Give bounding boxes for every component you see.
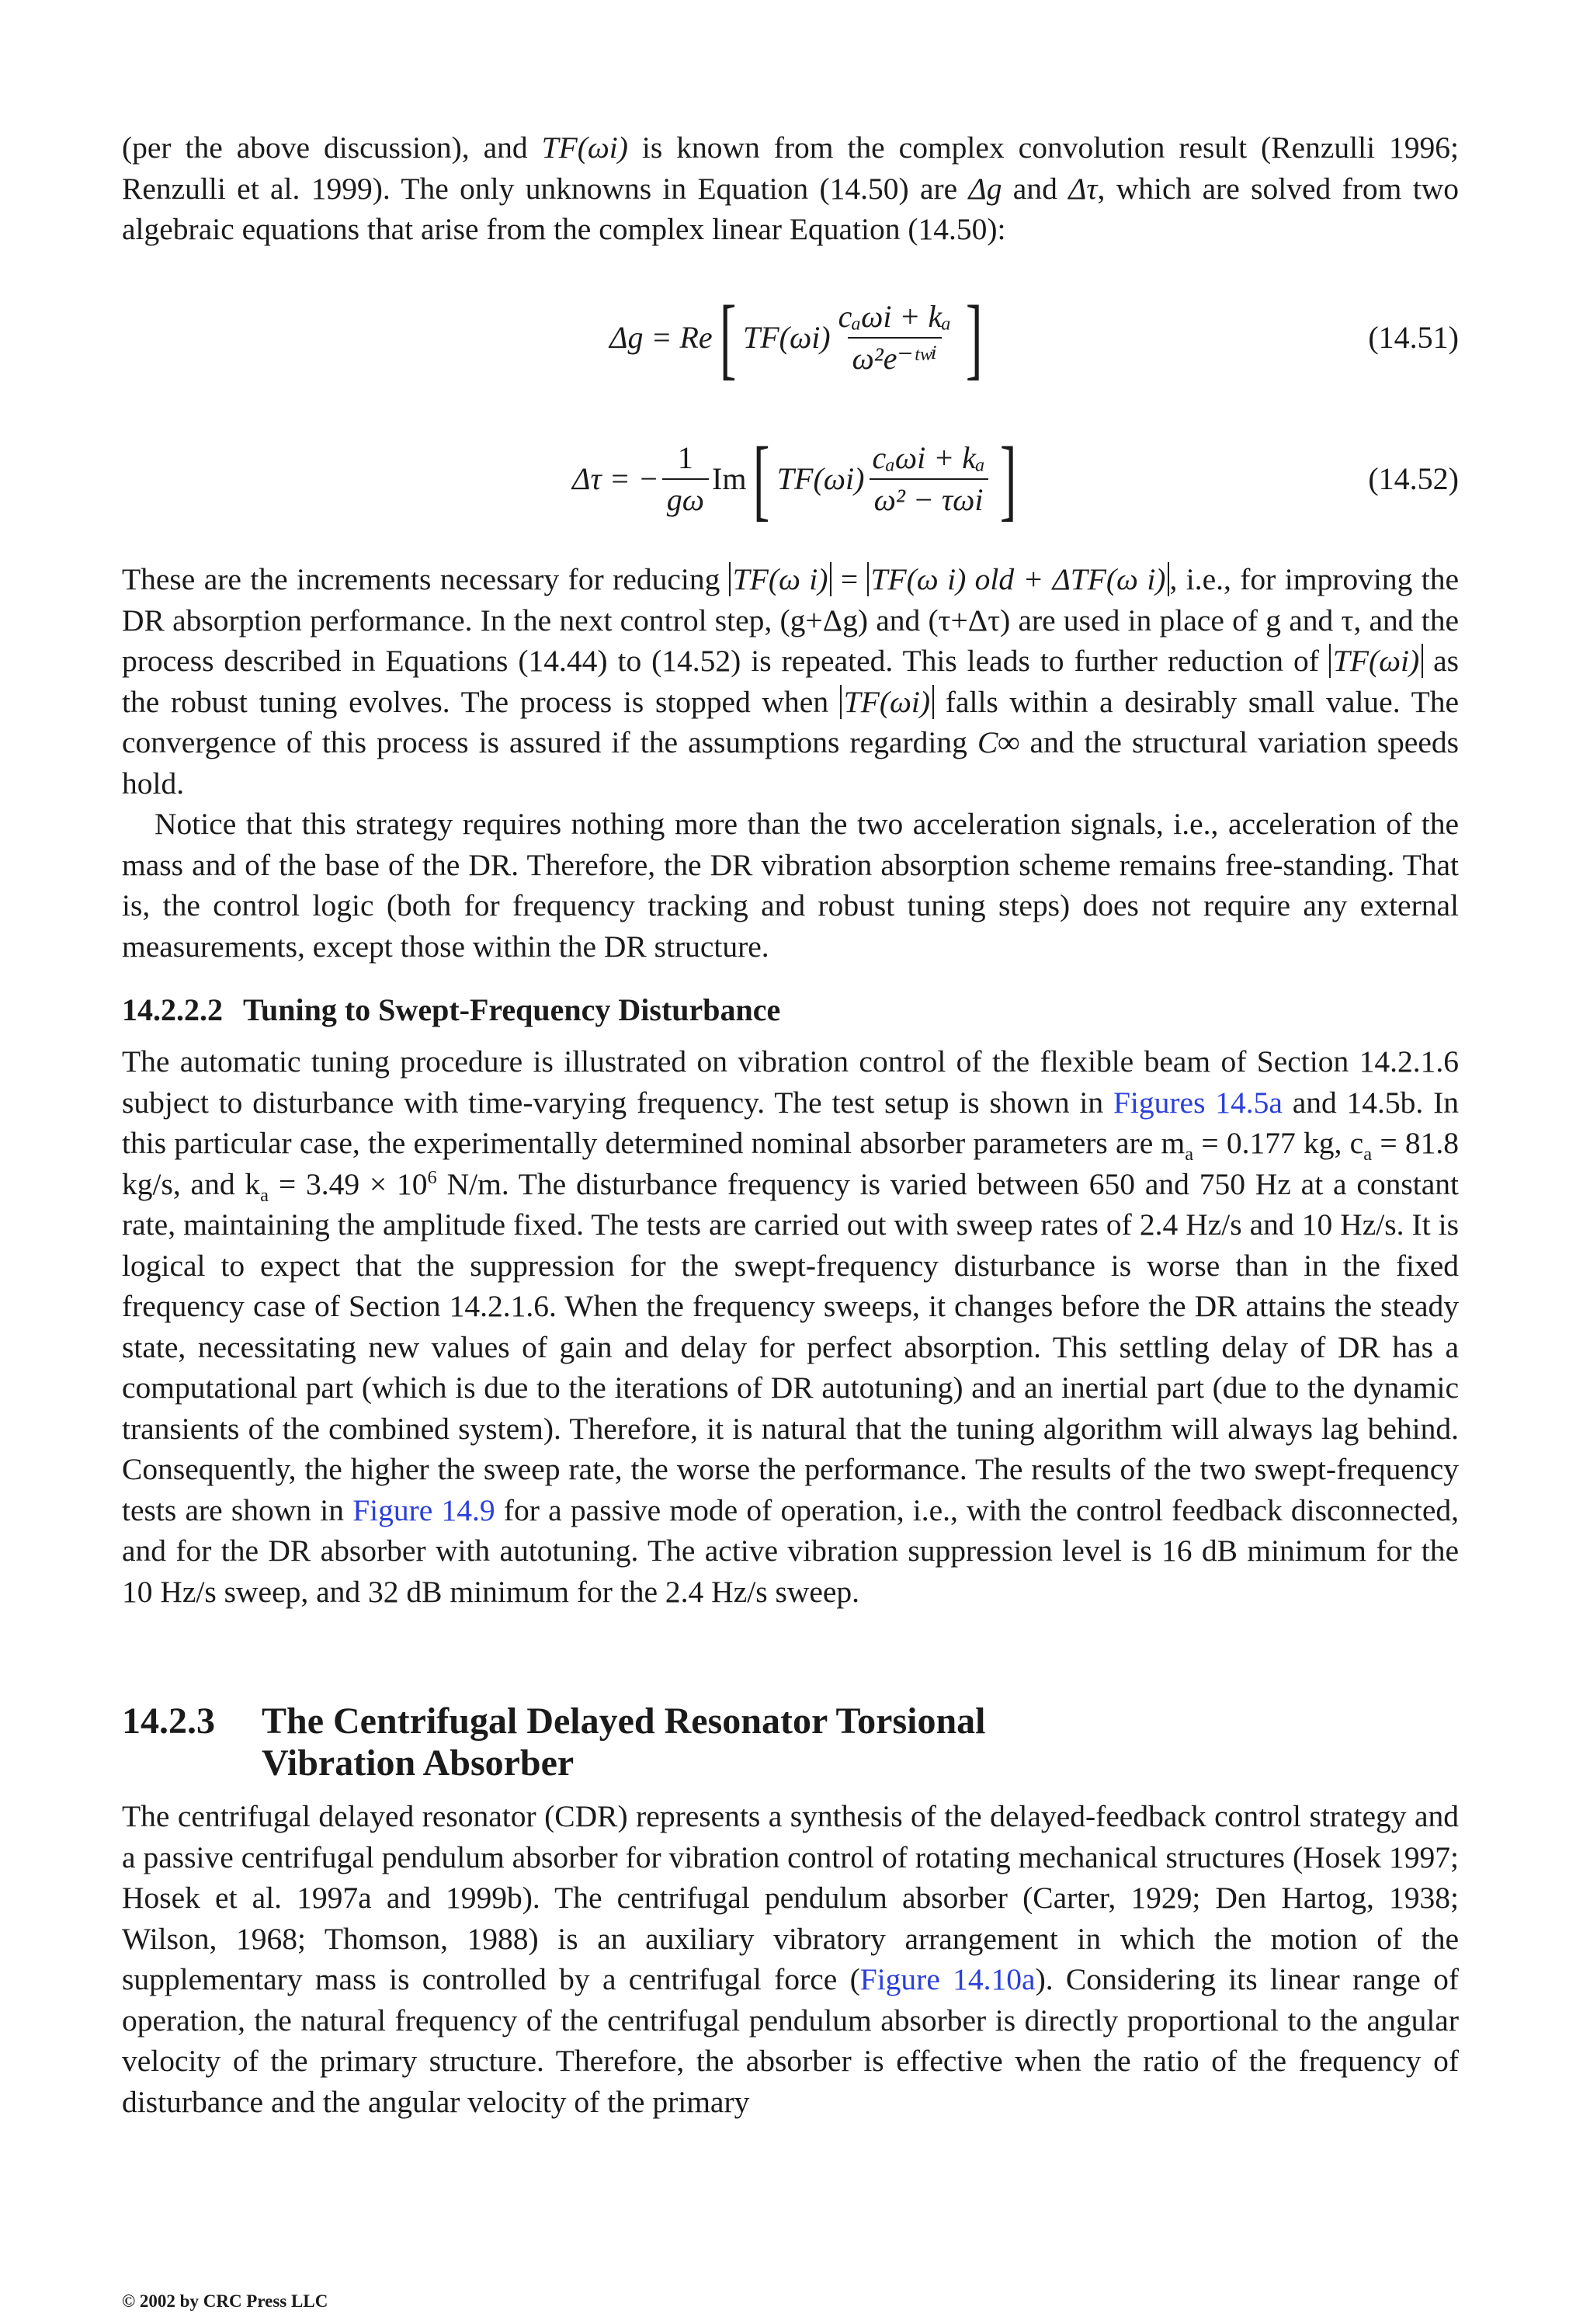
abs-tf-1: TF(ω i) <box>729 562 832 596</box>
paragraph-cdr: The centrifugal delayed resonator (CDR) represents a synthesis of the delayed-feedback control strategy and a passive centrifugal pendulum absorber for vibration control of rotating mechanical structures (Hosek 1997; Hosek et al. 1997a and 1999b). The centrifugal pendulum absorber (Carter, 1929; Den Hartog, 1938; Wilson, 1968; Thomson, 1988) is an auxiliary vibratory arrangement in which the motion of the supplementary mass is controlled by a centrifugal force (Figure 14.10a). Considering its linear range of operation, the natural frequency of the centrifugal pendulum absorber is directly proportional to the angular velocity of the primary structure. Therefore, the absorber is effective when the ratio of the frequency of disturbance and the angular velocity of the primary <box>122 1799 1459 2119</box>
section-heading <box>122 1700 985 1784</box>
equation-number: (14.52) <box>1368 461 1459 496</box>
paragraph-increments: These are the increments necessary for reducing TF(ω i) = TF(ω i) old + ΔTF(ω i) , i.e., for improving the DR absorption performance. In the next control step, (g+Δg) and (τ+Δτ) are used in place of g and τ, and the process described in Equations (14.44) to (14.52) is repeated. This leads to further reduction of TF(ωi) as the robust tuning evolves. The process is stopped when TF(ωi) falls within a desirably small value. The convergence of this process is assured if the assumptions regarding C∞ and the structural variation speeds hold. Notice that this strategy requires nothing more than the two acceleration signals, i.e., acceleration of the mass and of the base of the DR. Therefore, the DR vibration absorption scheme remains free-standing. That is, the control logic (both for frequency tracking and robust tuning steps) does not require any external measurements, except those within the DR structure. <box>122 559 1459 967</box>
eq52-lhs: Δτ = − <box>572 460 659 496</box>
abs-tf-4: TF(ωi) <box>840 685 934 719</box>
eq52-fraction <box>867 441 989 517</box>
link-figure-14-9[interactable]: Figure 14.9 <box>352 1492 495 1527</box>
link-figure-14-10a[interactable]: Figure 14.10a <box>859 1962 1036 1996</box>
equation-number: (14.51) <box>1368 320 1459 355</box>
equation-14-51 <box>122 287 1459 388</box>
eq51-tf: TF(ωi) <box>742 319 831 355</box>
right-bracket: ] <box>999 428 1017 530</box>
left-bracket: [ <box>753 428 770 530</box>
section-number: 14.2.3 <box>122 1700 215 1742</box>
eq52-numerator: cₐωi + kₐ <box>872 440 985 475</box>
subsection-title: Tuning to Swept-Frequency Disturbance <box>243 992 781 1027</box>
paragraph-intro: (per the above discussion), and TF(ωi) is known from the complex convolution result (Renzulli 1996; Renzulli et al. 1999). The only unknowns in Equation (14.50) are Δg and Δτ, which are solved from two algebraic equations that arise from the complex linear Equation (14.50): <box>122 130 1459 246</box>
paragraph-notice: Notice that this strategy requires nothing more than the two acceleration signals, i.e., acceleration of the mass and of the base of the DR. Therefore, the DR vibration absorption scheme remains free-standing. That is, the control logic (both for frequency tracking and robust tuning steps) does not require any external measurements, except those within the DR structure. <box>122 807 1459 964</box>
eq52-denominator: ω² − τωi <box>870 478 988 517</box>
eq52-tf: TF(ωi) <box>776 460 865 496</box>
eq52-im: Im <box>712 460 747 496</box>
abs-tf-3: TF(ωi) <box>1329 644 1423 678</box>
subsection-heading <box>122 990 780 1030</box>
c-infinity-symbol: C∞ <box>977 725 1020 759</box>
left-bracket: [ <box>719 287 737 388</box>
subsection-number: 14.2.2.2 <box>122 992 223 1027</box>
tf-symbol: TF(ωi) <box>541 130 628 165</box>
equation-14-52 <box>122 428 1459 530</box>
eq51-denominator: ω²e⁻ᵗʷⁱ <box>848 337 942 376</box>
section-title-line2: Vibration Absorber <box>262 1742 575 1784</box>
eq51-lhs: Δg = Re <box>609 319 713 355</box>
abs-tf-2: TF(ω i) old + ΔTF(ω i) <box>867 562 1170 596</box>
paragraph-tuning: The automatic tuning procedure is illustrated on vibration control of the flexible beam of Section 14.2.1.6 subject to disturbance with time-varying frequency. The test setup is shown in Figures 14.5a and 14.5b. In this particular case, the experimentally determined nominal absorber parameters are $m_a = 0.177$ kg, $c_a = 81.8$ kg/s, and $k_a = 3.49 \times 10^6$ N/m. The disturbance frequency is varied between 650 and 750 Hz at a constant rate, maintaining the amplitude fixed. The tests are carried out with sweep rates of 2.4 Hz/s and 10 Hz/s. It is logical to expect that the suppression for the swept-frequency disturbance is worse than in the fixed frequency case of Section 14.2.1.6. When the frequency sweeps, it changes before the DR attains the steady state, necessitating new values of gain and delay for perfect absorption. This settling delay of DR has a computational part (which is due to the iterations of DR autotuning) and an inertial part (due to the dynamic transients of the combined system). Therefore, it is natural that the tuning algorithm will always lag behind. Consequently, the higher the sweep rate, the worse the performance. The results of the two swept-frequency tests are shown in Figure 14.9 for a passive mode of operation, i.e., with the control feedback disconnected, and for the DR absorber with autotuning. The active vibration suppression level is 16 dB minimum for the 10 Hz/s sweep, and 32 dB minimum for the 2.4 Hz/s sweep. <box>122 1044 1460 1609</box>
delta-g-symbol: Δg <box>968 171 1002 206</box>
eq51-fraction <box>834 300 956 376</box>
eq52-coefficient: $\frac{1}{g\omega}$ <box>662 441 709 517</box>
copyright-footer: © 2002 by CRC Press LLC <box>122 2291 328 2311</box>
right-bracket: ] <box>965 287 983 388</box>
link-figures-14-5a[interactable]: Figures 14.5a <box>1113 1085 1283 1120</box>
eq51-numerator: cₐωi + kₐ <box>838 299 951 334</box>
delta-tau-symbol: Δτ <box>1068 171 1098 206</box>
section-title-line1: The Centrifugal Delayed Resonator Torsional <box>262 1700 986 1742</box>
